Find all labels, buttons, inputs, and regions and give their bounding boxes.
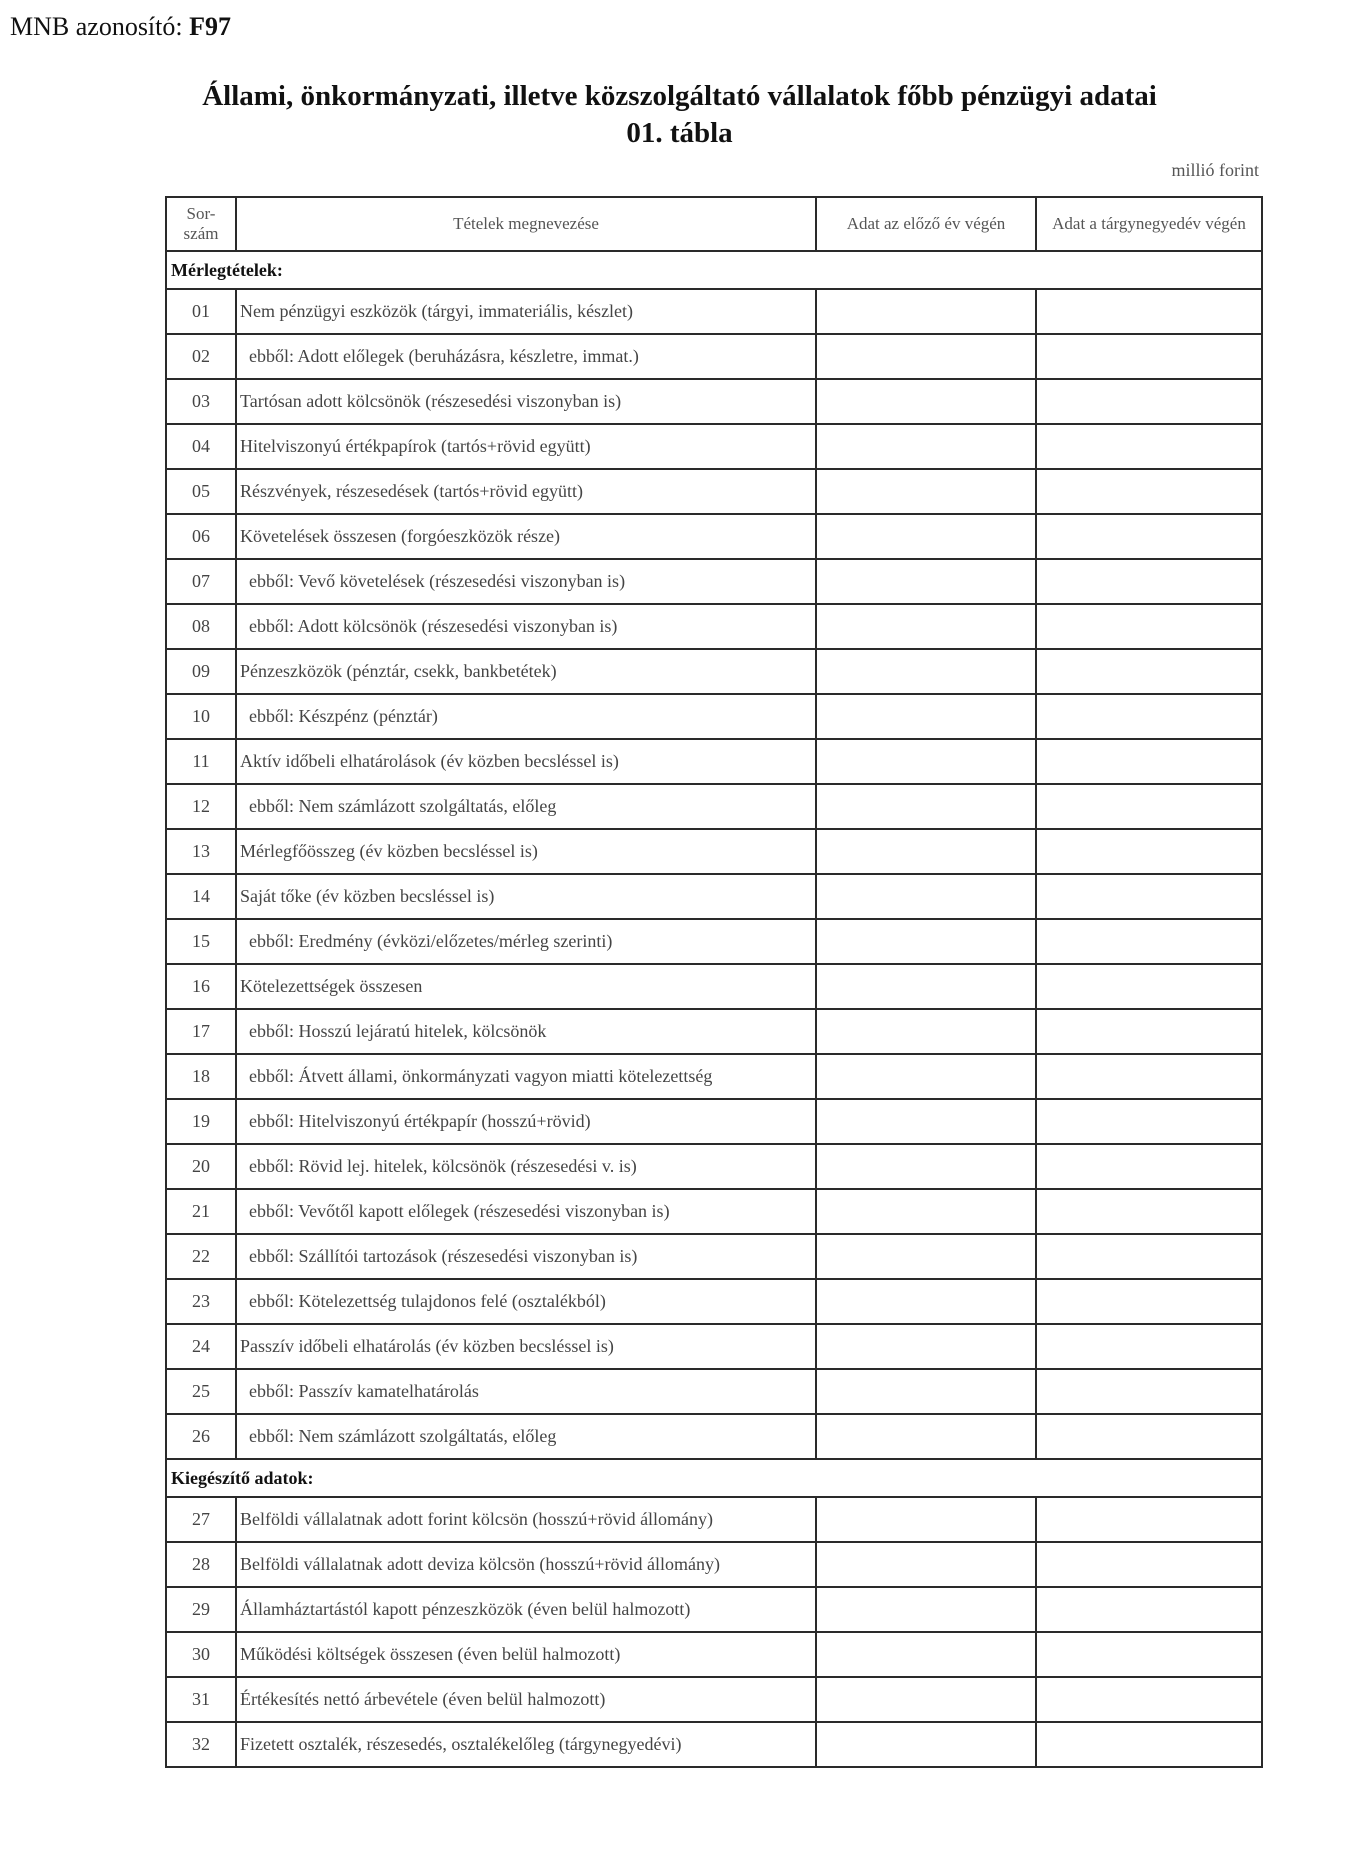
table-row <box>166 829 1262 874</box>
prev-year-value-cell[interactable] <box>816 1009 1036 1054</box>
current-quarter-value-cell[interactable] <box>1036 559 1262 604</box>
table-row <box>166 469 1262 514</box>
section-heading-supplementary-label: Kiegészítő adatok: <box>166 1459 1262 1497</box>
row-number: 03 <box>166 379 236 424</box>
prev-year-value-cell[interactable] <box>816 1677 1036 1722</box>
current-quarter-value-cell[interactable] <box>1036 1054 1262 1099</box>
row-number: 30 <box>166 1632 236 1677</box>
prev-year-value-cell[interactable] <box>816 874 1036 919</box>
section-heading-balance-label: Mérlegtételek: <box>166 251 1262 289</box>
prev-year-value-cell[interactable] <box>816 559 1036 604</box>
prev-year-value-cell[interactable] <box>816 829 1036 874</box>
table-row <box>166 1587 1262 1632</box>
prev-year-value-cell[interactable] <box>816 784 1036 829</box>
current-quarter-value-cell[interactable] <box>1036 1722 1262 1767</box>
data-table <box>165 196 1263 1768</box>
page-title <box>0 78 1359 152</box>
row-item-name: Belföldi vállalatnak adott deviza kölcsön (hosszú+rövid állomány) <box>236 1542 816 1587</box>
table-row <box>166 1189 1262 1234</box>
prev-year-value-cell[interactable] <box>816 1632 1036 1677</box>
row-item-name: Fizetett osztalék, részesedés, osztalékelőleg (tárgynegyedévi) <box>236 1722 816 1767</box>
prev-year-value-cell[interactable] <box>816 694 1036 739</box>
prev-year-value-cell[interactable] <box>816 1279 1036 1324</box>
prev-year-value-cell[interactable] <box>816 1542 1036 1587</box>
table-row <box>166 1099 1262 1144</box>
row-item-name: ebből: Készpénz (pénztár) <box>236 694 816 739</box>
row-number: 10 <box>166 694 236 739</box>
row-item-name: ebből: Szállítói tartozások (részesedési viszonyban is) <box>236 1234 816 1279</box>
row-number: 25 <box>166 1369 236 1414</box>
row-number: 21 <box>166 1189 236 1234</box>
row-item-name: ebből: Adott kölcsönök (részesedési viszonyban is) <box>236 604 816 649</box>
column-header-number <box>166 197 236 251</box>
current-quarter-value-cell[interactable] <box>1036 289 1262 334</box>
current-quarter-value-cell[interactable] <box>1036 964 1262 1009</box>
row-number: 27 <box>166 1497 236 1542</box>
current-quarter-value-cell[interactable] <box>1036 1542 1262 1587</box>
current-quarter-value-cell[interactable] <box>1036 1632 1262 1677</box>
row-item-name: Tartósan adott kölcsönök (részesedési viszonyban is) <box>236 379 816 424</box>
row-item-name: Mérlegfőösszeg (év közben becsléssel is) <box>236 829 816 874</box>
prev-year-value-cell[interactable] <box>816 1099 1036 1144</box>
prev-year-value-cell[interactable] <box>816 1234 1036 1279</box>
prev-year-value-cell[interactable] <box>816 1144 1036 1189</box>
table-row <box>166 919 1262 964</box>
current-quarter-value-cell[interactable] <box>1036 514 1262 559</box>
table-row <box>166 334 1262 379</box>
row-item-name: Aktív időbeli elhatárolások (év közben becsléssel is) <box>236 739 816 784</box>
row-number: 14 <box>166 874 236 919</box>
current-quarter-value-cell[interactable] <box>1036 334 1262 379</box>
table-row <box>166 1632 1262 1677</box>
prev-year-value-cell[interactable] <box>816 289 1036 334</box>
row-item-name: Működési költségek összesen (éven belül halmozott) <box>236 1632 816 1677</box>
row-item-name: Belföldi vállalatnak adott forint kölcsön (hosszú+rövid állomány) <box>236 1497 816 1542</box>
section-heading-supplementary <box>166 1459 1262 1497</box>
current-quarter-value-cell[interactable] <box>1036 1677 1262 1722</box>
row-number: 20 <box>166 1144 236 1189</box>
row-number: 12 <box>166 784 236 829</box>
row-item-name: ebből: Vevőtől kapott előlegek (részesedési viszonyban is) <box>236 1189 816 1234</box>
prev-year-value-cell[interactable] <box>816 604 1036 649</box>
table-row <box>166 559 1262 604</box>
row-number: 04 <box>166 424 236 469</box>
prev-year-value-cell[interactable] <box>816 919 1036 964</box>
row-item-name: Nem pénzügyi eszközök (tárgyi, immateriális, készlet) <box>236 289 816 334</box>
table-row <box>166 1234 1262 1279</box>
row-item-name: ebből: Hosszú lejáratú hitelek, kölcsönök <box>236 1009 816 1054</box>
form-identifier <box>10 12 231 42</box>
row-number: 13 <box>166 829 236 874</box>
table-row <box>166 1054 1262 1099</box>
row-item-name: ebből: Nem számlázott szolgáltatás, előleg <box>236 1414 816 1459</box>
row-number: 17 <box>166 1009 236 1054</box>
row-item-name: Részvények, részesedések (tartós+rövid együtt) <box>236 469 816 514</box>
column-header-current-quarter: Adat a tárgynegyedév végén <box>1036 197 1262 251</box>
current-quarter-value-cell[interactable] <box>1036 1189 1262 1234</box>
table-row <box>166 1722 1262 1767</box>
column-header-number-line-2: szám <box>183 224 219 243</box>
row-item-name: Pénzeszközök (pénztár, csekk, bankbetétek) <box>236 649 816 694</box>
row-item-name: Államháztartástól kapott pénzeszközök (éven belül halmozott) <box>236 1587 816 1632</box>
table-row <box>166 739 1262 784</box>
prev-year-value-cell[interactable] <box>816 514 1036 559</box>
table-row <box>166 379 1262 424</box>
row-number: 06 <box>166 514 236 559</box>
current-quarter-value-cell[interactable] <box>1036 1234 1262 1279</box>
row-item-name: ebből: Rövid lej. hitelek, kölcsönök (részesedési v. is) <box>236 1144 816 1189</box>
table-row <box>166 1324 1262 1369</box>
row-number: 08 <box>166 604 236 649</box>
table-row <box>166 1279 1262 1324</box>
current-quarter-value-cell[interactable] <box>1036 1099 1262 1144</box>
prev-year-value-cell[interactable] <box>816 1324 1036 1369</box>
table-row <box>166 784 1262 829</box>
column-header-number-line-1: Sor- <box>186 204 216 223</box>
current-quarter-value-cell[interactable] <box>1036 1369 1262 1414</box>
row-item-name: Saját tőke (év közben becsléssel is) <box>236 874 816 919</box>
table-row <box>166 604 1262 649</box>
current-quarter-value-cell[interactable] <box>1036 1009 1262 1054</box>
prev-year-value-cell[interactable] <box>816 964 1036 1009</box>
current-quarter-value-cell[interactable] <box>1036 784 1262 829</box>
row-number: 28 <box>166 1542 236 1587</box>
current-quarter-value-cell[interactable] <box>1036 829 1262 874</box>
table-row <box>166 424 1262 469</box>
row-number: 16 <box>166 964 236 1009</box>
current-quarter-value-cell[interactable] <box>1036 1144 1262 1189</box>
row-number: 09 <box>166 649 236 694</box>
row-number: 19 <box>166 1099 236 1144</box>
row-number: 15 <box>166 919 236 964</box>
row-item-name: ebből: Vevő követelések (részesedési viszonyban is) <box>236 559 816 604</box>
row-number: 22 <box>166 1234 236 1279</box>
row-item-name: ebből: Nem számlázott szolgáltatás, előleg <box>236 784 816 829</box>
table-row <box>166 1009 1262 1054</box>
prev-year-value-cell[interactable] <box>816 424 1036 469</box>
row-item-name: ebből: Adott előlegek (beruházásra, készletre, immat.) <box>236 334 816 379</box>
current-quarter-value-cell[interactable] <box>1036 739 1262 784</box>
prev-year-value-cell[interactable] <box>816 1189 1036 1234</box>
table-row <box>166 649 1262 694</box>
prev-year-value-cell[interactable] <box>816 1587 1036 1632</box>
table-header-row <box>166 197 1262 251</box>
table-row <box>166 1677 1262 1722</box>
table-row <box>166 874 1262 919</box>
row-number: 18 <box>166 1054 236 1099</box>
table-row <box>166 1414 1262 1459</box>
current-quarter-value-cell[interactable] <box>1036 379 1262 424</box>
row-item-name: ebből: Passzív kamatelhatárolás <box>236 1369 816 1414</box>
row-number: 32 <box>166 1722 236 1767</box>
column-header-name: Tételek megnevezése <box>236 197 816 251</box>
table-row <box>166 1144 1262 1189</box>
prev-year-value-cell[interactable] <box>816 649 1036 694</box>
row-number: 11 <box>166 739 236 784</box>
row-number: 31 <box>166 1677 236 1722</box>
row-item-name: Kötelezettségek összesen <box>236 964 816 1009</box>
row-number: 24 <box>166 1324 236 1369</box>
row-item-name: Passzív időbeli elhatárolás (év közben becsléssel is) <box>236 1324 816 1369</box>
current-quarter-value-cell[interactable] <box>1036 424 1262 469</box>
row-item-name: Hitelviszonyú értékpapírok (tartós+rövid együtt) <box>236 424 816 469</box>
table-row <box>166 1542 1262 1587</box>
current-quarter-value-cell[interactable] <box>1036 1414 1262 1459</box>
current-quarter-value-cell[interactable] <box>1036 1324 1262 1369</box>
current-quarter-value-cell[interactable] <box>1036 1497 1262 1542</box>
current-quarter-value-cell[interactable] <box>1036 649 1262 694</box>
row-number: 05 <box>166 469 236 514</box>
prev-year-value-cell[interactable] <box>816 1054 1036 1099</box>
prev-year-value-cell[interactable] <box>816 1414 1036 1459</box>
table-row <box>166 1369 1262 1414</box>
current-quarter-value-cell[interactable] <box>1036 469 1262 514</box>
current-quarter-value-cell[interactable] <box>1036 919 1262 964</box>
table-row <box>166 514 1262 559</box>
current-quarter-value-cell[interactable] <box>1036 604 1262 649</box>
table-row <box>166 1497 1262 1542</box>
section-heading-balance <box>166 251 1262 289</box>
unit-label: millió forint <box>1171 160 1259 180</box>
prev-year-value-cell[interactable] <box>816 1497 1036 1542</box>
title-line-2: 01. tábla <box>626 117 733 149</box>
table-row <box>166 694 1262 739</box>
row-number: 23 <box>166 1279 236 1324</box>
row-number: 26 <box>166 1414 236 1459</box>
current-quarter-value-cell[interactable] <box>1036 1279 1262 1324</box>
row-number: 07 <box>166 559 236 604</box>
row-number: 02 <box>166 334 236 379</box>
prev-year-value-cell[interactable] <box>816 739 1036 784</box>
current-quarter-value-cell[interactable] <box>1036 694 1262 739</box>
table-row <box>166 289 1262 334</box>
prev-year-value-cell[interactable] <box>816 1722 1036 1767</box>
column-header-prev-year: Adat az előző év végén <box>816 197 1036 251</box>
prev-year-value-cell[interactable] <box>816 379 1036 424</box>
prev-year-value-cell[interactable] <box>816 1369 1036 1414</box>
prev-year-value-cell[interactable] <box>816 469 1036 514</box>
row-item-name: ebből: Kötelezettség tulajdonos felé (osztalékból) <box>236 1279 816 1324</box>
row-item-name: Követelések összesen (forgóeszközök része) <box>236 514 816 559</box>
row-item-name: ebből: Hitelviszonyú értékpapír (hosszú+rövid) <box>236 1099 816 1144</box>
form-id-code: F97 <box>189 12 231 41</box>
title-line-1: Állami, önkormányzati, illetve közszolgáltató vállalatok főbb pénzügyi adatai <box>202 80 1157 112</box>
prev-year-value-cell[interactable] <box>816 334 1036 379</box>
current-quarter-value-cell[interactable] <box>1036 1587 1262 1632</box>
row-number: 01 <box>166 289 236 334</box>
current-quarter-value-cell[interactable] <box>1036 874 1262 919</box>
form-id-label: MNB azonosító: <box>10 12 183 41</box>
row-item-name: ebből: Átvett állami, önkormányzati vagyon miatti kötelezettség <box>236 1054 816 1099</box>
table-row <box>166 964 1262 1009</box>
row-number: 29 <box>166 1587 236 1632</box>
row-item-name: Értékesítés nettó árbevétele (éven belül halmozott) <box>236 1677 816 1722</box>
row-item-name: ebből: Eredmény (évközi/előzetes/mérleg szerinti) <box>236 919 816 964</box>
